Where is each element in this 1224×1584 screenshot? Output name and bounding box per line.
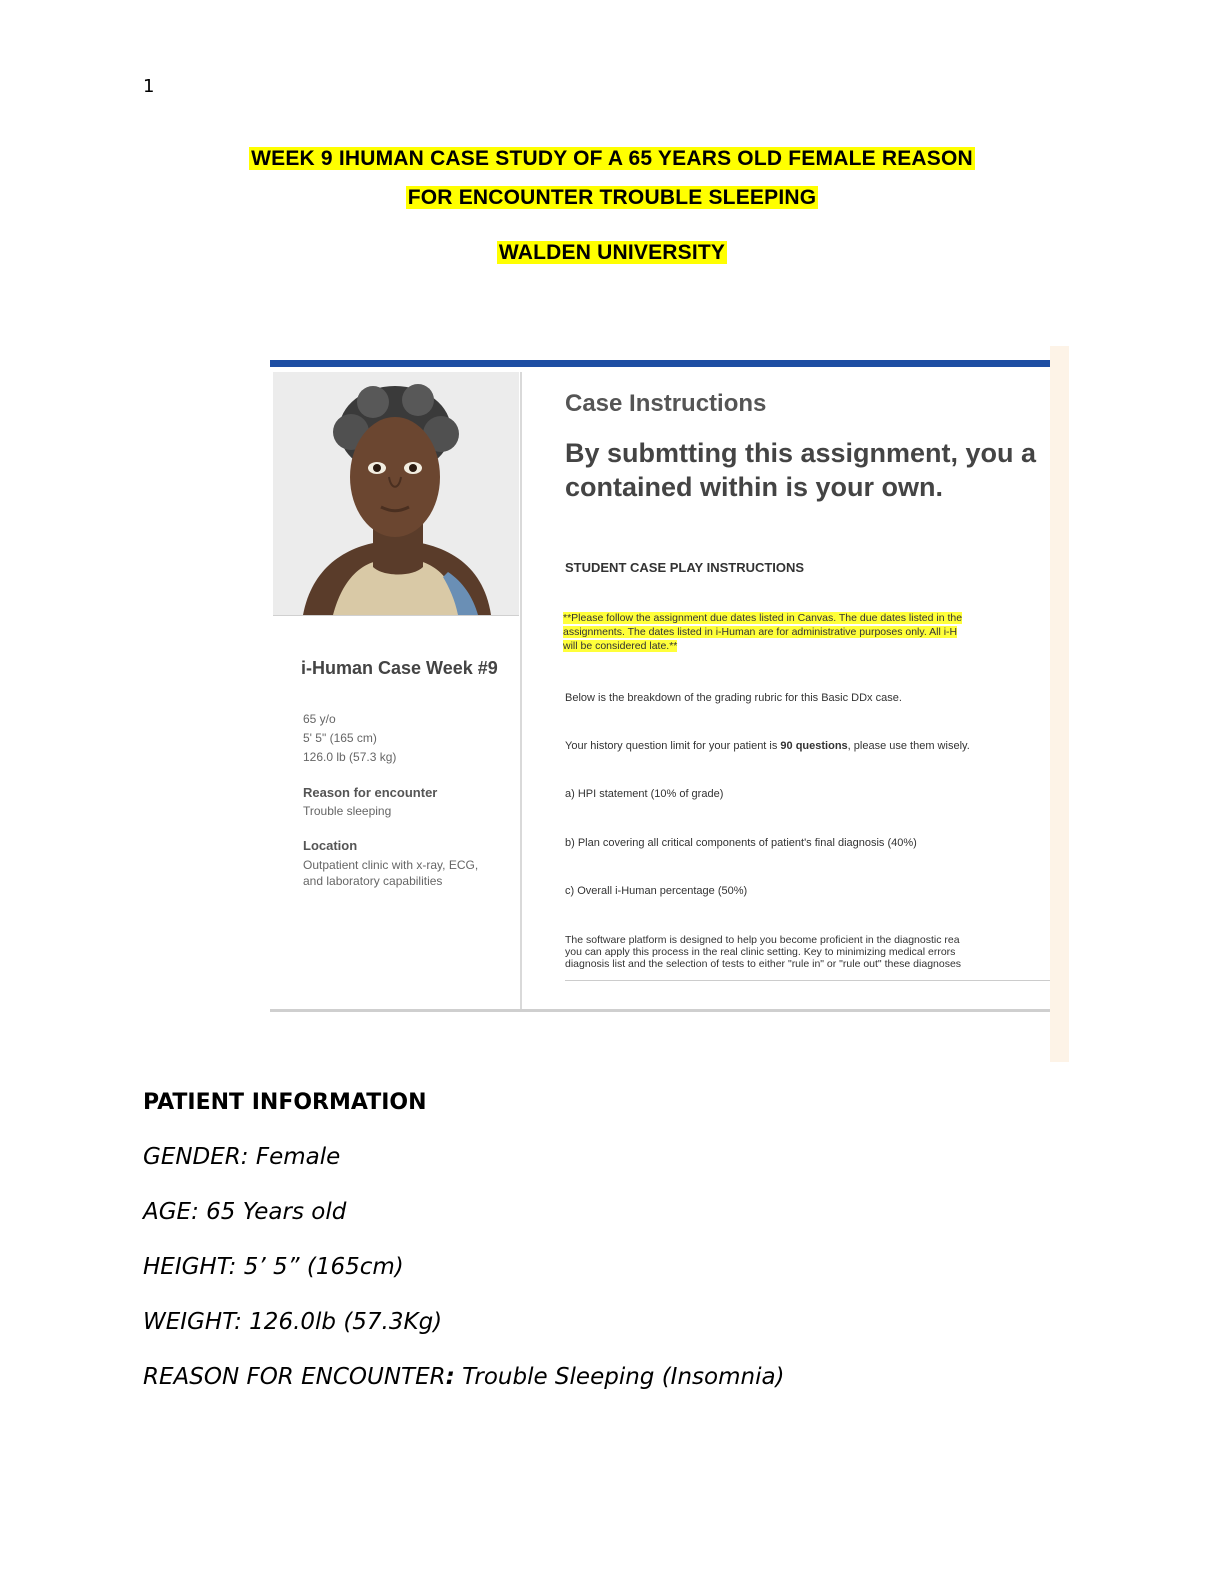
case-title: i-Human Case Week #9 bbox=[301, 658, 498, 678]
patient-weight-line: WEIGHT: 126.0lb (57.3Kg) bbox=[143, 1309, 443, 1335]
student-instructions-heading: STUDENT CASE PLAY INSTRUCTIONS bbox=[565, 560, 805, 575]
screenshot-side-strip bbox=[1050, 346, 1069, 1062]
reason-value: Trouble sleeping bbox=[303, 804, 392, 818]
rubric-item-b: b) Plan covering all critical components of patient's final diagnosis (40%) bbox=[565, 837, 917, 849]
embedded-case-screenshot bbox=[270, 360, 1050, 1012]
reason-label: Reason for encounter bbox=[303, 785, 438, 800]
location-line-1: Outpatient clinic with x-ray, ECG, bbox=[303, 858, 479, 872]
patient-age: 65 y/o bbox=[303, 712, 336, 726]
document-title-line-1: WEEK 9 IHUMAN CASE STUDY OF A 65 YEARS OLD FEMALE REASON bbox=[251, 147, 973, 170]
page-number: 1 bbox=[143, 76, 155, 97]
platform-description: The software platform is designed to help you become proficient in the diagnostic rea you can apply this process in the real clinic setting. Key to minimizing medical errors diagnosis list and the selection of tests to either "rule in" or "rule out" these diagnoses bbox=[565, 934, 962, 970]
patient-gender: GENDER: Female bbox=[143, 1144, 341, 1170]
divider bbox=[565, 980, 1050, 981]
location-line-2: and laboratory capabilities bbox=[303, 874, 443, 888]
institution-name: WALDEN UNIVERSITY bbox=[498, 241, 726, 264]
question-limit: Your history question limit for your patient is 90 questions, please use them wisely. bbox=[565, 740, 970, 752]
patient-information-heading: PATIENT INFORMATION bbox=[143, 1090, 427, 1115]
rubric-item-c: c) Overall i-Human percentage (50%) bbox=[565, 885, 748, 897]
header-bar bbox=[270, 360, 1050, 367]
patient-weight: 126.0 lb (57.3 kg) bbox=[303, 750, 397, 764]
patient-height-line: HEIGHT: 5’ 5” (165cm) bbox=[143, 1254, 404, 1280]
document-title-line-2: FOR ENCOUNTER TROUBLE SLEEPING bbox=[407, 186, 817, 209]
submission-statement: By submtting this assignment, you a contained within is your own. bbox=[565, 438, 1037, 502]
due-date-notice: **Please follow the assignment due dates listed in Canvas. The due dates listed in the assignments. The dates listed in i-Human are for administrative purposes only. All i-H will be considered late.** bbox=[563, 612, 963, 652]
patient-height: 5' 5" (165 cm) bbox=[303, 731, 377, 745]
location-label: Location bbox=[303, 838, 358, 853]
screenshot-bottom-border bbox=[270, 1009, 1050, 1012]
case-instructions-heading: Case Instructions bbox=[565, 390, 767, 417]
patient-reason-line: REASON FOR ENCOUNTER: Trouble Sleeping (Insomnia) bbox=[143, 1364, 785, 1390]
rubric-intro: Below is the breakdown of the grading rubric for this Basic DDx case. bbox=[565, 692, 902, 704]
patient-age-line: AGE: 65 Years old bbox=[143, 1199, 347, 1225]
patient-avatar bbox=[273, 372, 519, 616]
rubric-item-a: a) HPI statement (10% of grade) bbox=[565, 788, 724, 800]
patient-avatar-illustration bbox=[273, 372, 519, 615]
patient-card bbox=[270, 372, 522, 1012]
